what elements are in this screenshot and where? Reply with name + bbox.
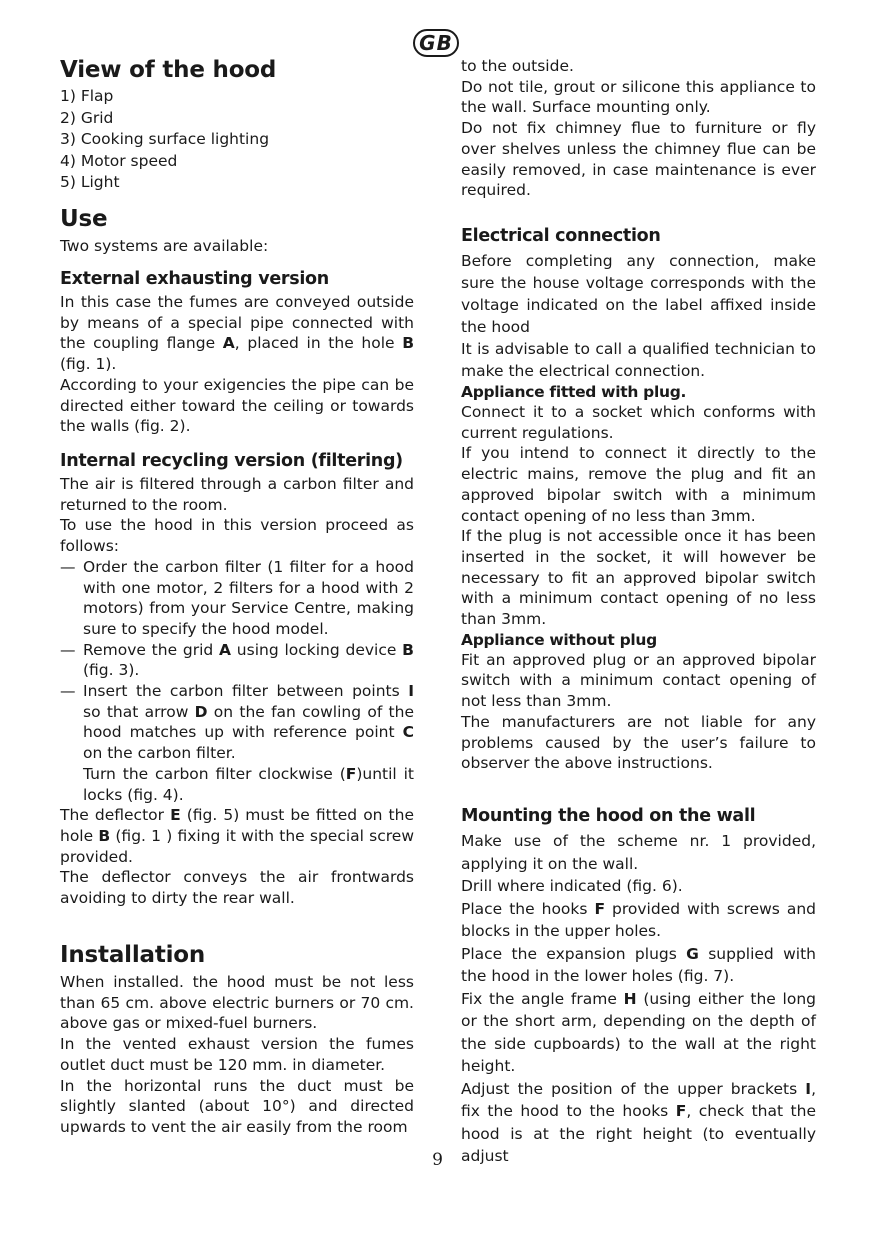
mounting-paragraph-3: Place the hooks F provided with screws and blocks in the upper holes. <box>461 899 816 940</box>
list-item: 2) Grid <box>60 108 114 127</box>
list-item: — Insert the carbon filter between points I so that arrow D on the fan cowling of the hood matches up with reference point C on the carbon filter. Turn the carbon filter clockwise (F)until it locks (fig. 4). <box>60 682 414 804</box>
installation-paragraph-3-continued: to the outside. <box>461 57 574 75</box>
mounting-paragraph-2: Drill where indicated (fig. 6). <box>461 877 683 895</box>
installation-paragraph-1: When installed. the hood must be not less than 65 cm. above electric burners or 70 cm. above gas or mixed-fuel burners. <box>60 973 414 1033</box>
installation-paragraph-3: In the horizontal runs the duct must be slightly slanted (about 10°) and directed upwards to vent the air easily from the room <box>60 1076 414 1136</box>
internal-section <box>60 474 414 909</box>
external-paragraph-1: In this case the fumes are conveyed outside by means of a special pipe connected with the coupling flange A, placed in the hole B (fig. 1). <box>60 293 415 374</box>
installation-continued <box>461 56 816 201</box>
internal-paragraph-4: The deflector conveys the air frontwards avoiding to dirty the rear wall. <box>60 868 414 908</box>
electrical-paragraph-2: It is advisable to call a qualified technician to make the electrical connection. <box>461 340 816 380</box>
list-item: — Remove the grid A using locking device B (fig. 3). <box>60 640 414 680</box>
use-heading: Use <box>60 206 108 232</box>
list-item: — Order the carbon filter (1 filter for a hood with one motor, 2 filters for a hood with 2 motors) from your Service Centre, making sure to specify the hood model. <box>60 557 414 638</box>
electrical-paragraph-7: The manufacturers are not liable for any problems caused by the user’s failure to observer the above instructions. <box>461 712 816 773</box>
electrical-paragraph-5: If the plug is not accessible once it has been inserted in the socket, it will however be necessary to fit an approved bipolar switch with a minimum contact opening of no less than 3mm. <box>461 527 816 629</box>
mounting-paragraph-6: Adjust the position of the upper brackets I, fix the hood to the hooks F, check that the hood is at the right height (to eventually adjust <box>461 1079 816 1165</box>
installation-heading: Installation <box>60 942 206 968</box>
external-section <box>60 292 414 437</box>
external-heading: External exhausting version <box>60 269 329 289</box>
no-plug-subheading: Appliance without plug <box>461 630 657 649</box>
mounting-paragraph-4: Place the expansion plugs G supplied with the hood in the lower holes (fig. 7). <box>461 944 816 985</box>
installation-section <box>60 972 414 1138</box>
internal-heading: Internal recycling version (filtering) <box>60 451 403 471</box>
list-item: 5) Light <box>60 173 120 192</box>
electrical-paragraph-6: Fit an approved plug or an approved bipolar switch with a minimum contact opening of not less than 3mm. <box>461 650 816 711</box>
use-intro: Two systems are available: <box>60 237 269 255</box>
mounting-paragraph-5: Fix the angle frame H (using either the long or the short arm, depending on the depth of the side cupboards) to the wall at the right height. <box>461 989 816 1075</box>
language-badge: GB <box>413 29 459 57</box>
plug-subheading: Appliance fitted with plug. <box>461 383 687 401</box>
page-number: 9 <box>432 1150 443 1170</box>
list-item: 4) Motor speed <box>60 151 178 170</box>
internal-paragraph-2: To use the hood in this version proceed as follows: <box>60 516 414 556</box>
installation-paragraph-4: Do not tile, grout or silicone this appliance to the wall. Surface mounting only. <box>461 77 816 117</box>
internal-paragraph-1: The air is filtered through a carbon filter and returned to the room. <box>60 475 414 514</box>
installation-paragraph-5: Do not fix chimney flue to furniture or fly over shelves unless the chimney flue can be easily removed, in case maintenance is ever required. <box>461 119 816 200</box>
mounting-paragraph-1: Make use of the scheme nr. 1 provided, applying it on the wall. <box>461 832 816 873</box>
mounting-heading: Mounting the hood on the wall <box>461 806 756 826</box>
electrical-heading: Electrical connection <box>461 226 661 246</box>
electrical-paragraph-1: Before completing any connection, make sure the house voltage corresponds with the voltage indicated on the label affixed inside the hood <box>461 252 816 336</box>
view-of-hood-heading: View of the hood <box>60 57 277 83</box>
mounting-section <box>461 830 816 1168</box>
electrical-paragraph-4: If you intend to connect it directly to the electric mains, remove the plug and fit an approved bipolar switch with a minimum contact opening of no less than 3mm. <box>461 444 816 525</box>
internal-paragraph-3: The deflector E (fig. 5) must be fitted on the hole B (fig. 1 ) fixing it with the special screw provided. <box>60 806 414 866</box>
installation-paragraph-2: In the vented exhaust version the fumes outlet duct must be 120 mm. in diameter. <box>60 1035 414 1074</box>
list-item: 1) Flap <box>60 87 114 105</box>
list-item: 3) Cooking surface lighting <box>60 130 270 149</box>
electrical-paragraph-3: Connect it to a socket which conforms with current regulations. <box>461 403 816 442</box>
hood-parts-list <box>60 86 414 194</box>
external-paragraph-2: According to your exigencies the pipe can be directed either toward the ceiling or towards the walls (fig. 2). <box>60 375 414 436</box>
electrical-section <box>461 250 816 774</box>
